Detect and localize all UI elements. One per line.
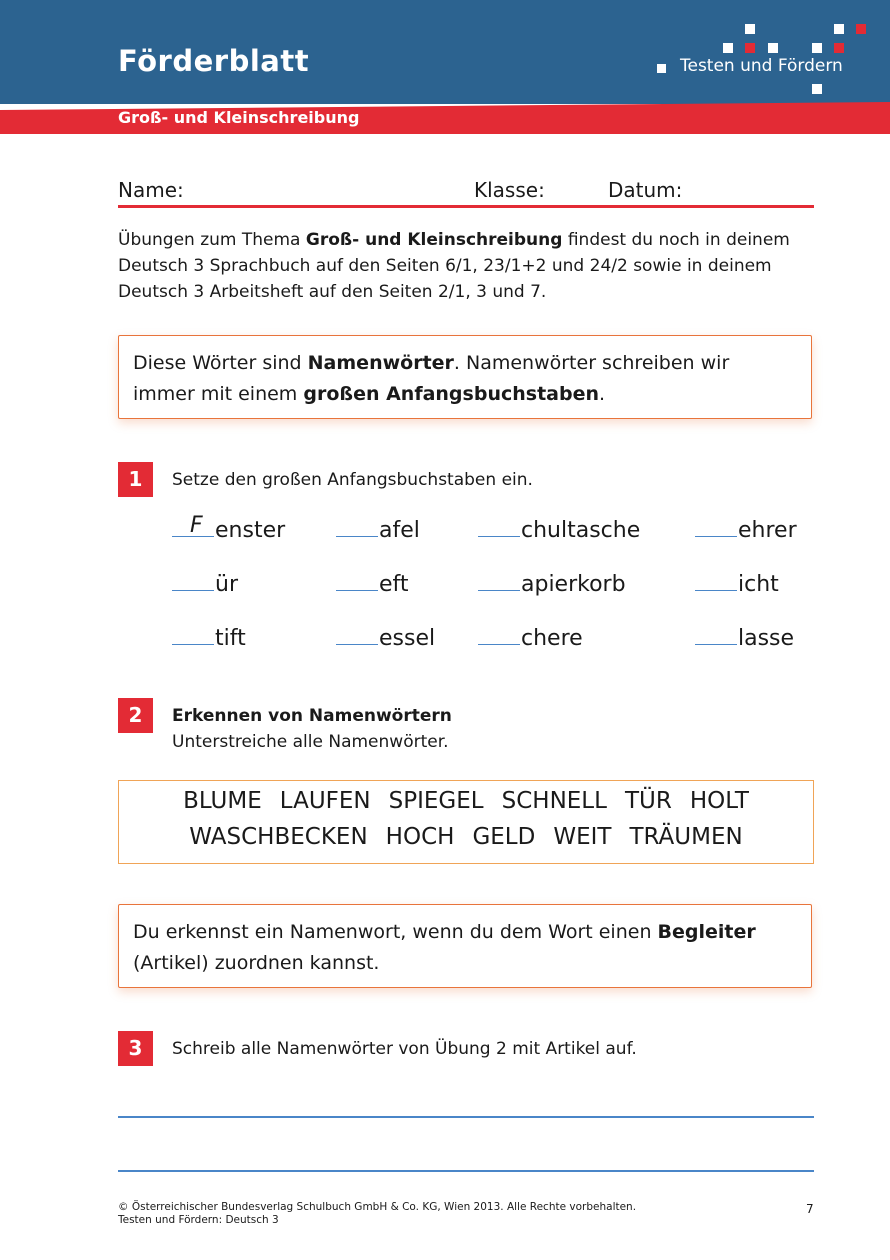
word-gap[interactable]: chere <box>478 626 583 651</box>
footer <box>118 1201 636 1227</box>
word-gap[interactable]: tift <box>172 626 246 651</box>
word-item[interactable]: TÜR <box>624 788 672 814</box>
logo-square-icon <box>768 43 778 53</box>
word-item[interactable]: BLUME <box>183 788 262 814</box>
word-item[interactable]: TRÄUMEN <box>629 824 743 850</box>
word-item[interactable]: GELD <box>472 824 536 850</box>
date-label: Datum: <box>608 178 683 202</box>
blank-field[interactable] <box>695 626 737 645</box>
page-number: 7 <box>806 1202 814 1216</box>
blank-field[interactable] <box>172 513 214 538</box>
exercise-3-number: 3 <box>118 1031 153 1066</box>
word-gap[interactable]: essel <box>336 626 435 651</box>
word-gap[interactable]: ehrer <box>695 518 797 543</box>
brand-bullet-icon <box>657 64 666 73</box>
word-list-row-2 <box>118 824 814 850</box>
blank-field[interactable] <box>336 518 378 537</box>
logo-square-icon <box>812 43 822 53</box>
writing-line[interactable] <box>118 1170 814 1172</box>
word-item[interactable]: LAUFEN <box>279 788 371 814</box>
example-letter: F <box>190 513 203 538</box>
word-item[interactable]: SCHNELL <box>501 788 607 814</box>
rule-box-article: Du erkennst ein Namenwort, wenn du dem Wort einen Begleiter (Artikel) zuordnen kannst. <box>118 904 812 988</box>
exercise-3-instruction: Schreib alle Namenwörter von Übung 2 mit Artikel auf. <box>172 1039 637 1059</box>
blank-field[interactable] <box>478 626 520 645</box>
exercise-1-number: 1 <box>118 462 153 497</box>
writing-line[interactable] <box>118 1116 814 1118</box>
series-text: Testen und Fördern: Deutsch 3 <box>118 1214 279 1226</box>
logo-square-icon <box>812 84 822 94</box>
intro-text: Übungen zum Thema Groß- und Kleinschreibung findest du noch in deinem Deutsch 3 Sprachbuch auf den Seiten 6/1, 23/1+2 und 24/2 sowie in deinem Deutsch 3 Arbeitsheft auf den Seiten 2/1, 3 und 7. <box>118 230 790 302</box>
class-label: Klasse: <box>474 178 545 202</box>
logo-square-icon <box>856 24 866 34</box>
exercise-2-title: Erkennen von Namenwörtern <box>172 706 452 726</box>
page-title: Förderblatt <box>118 44 310 78</box>
word-list-row-1 <box>118 788 814 814</box>
logo-square-icon <box>723 43 733 53</box>
blank-field[interactable] <box>478 572 520 591</box>
exercise-2-number: 2 <box>118 698 153 733</box>
word-gap[interactable]: eft <box>336 572 409 597</box>
word-gap[interactable]: icht <box>695 572 779 597</box>
word-item[interactable]: HOCH <box>385 824 455 850</box>
word-gap[interactable]: chultasche <box>478 518 640 543</box>
blank-field[interactable] <box>478 518 520 537</box>
logo-square-icon <box>834 24 844 34</box>
logo-square-icon <box>834 43 844 53</box>
exercise-2-instruction: Unterstreiche alle Namenwörter. <box>172 732 449 752</box>
word-item[interactable]: WASCHBECKEN <box>189 824 368 850</box>
rule-box-capitalization: Diese Wörter sind Namenwörter. Namenwörter schreiben wir immer mit einem großen Anfangsbuchstaben. <box>118 335 812 419</box>
word-gap[interactable]: afel <box>336 518 420 543</box>
word-item[interactable]: HOLT <box>689 788 749 814</box>
word-gap[interactable]: F enster <box>172 518 285 543</box>
blank-field[interactable] <box>336 572 378 591</box>
word-gap[interactable]: apierkorb <box>478 572 626 597</box>
logo-square-icon <box>745 43 755 53</box>
word-item[interactable]: SPIEGEL <box>388 788 484 814</box>
blank-field[interactable] <box>695 572 737 591</box>
copyright-text: © Österreichischer Bundesverlag Schulbuch GmbH & Co. KG, Wien 2013. Alle Rechte vorbehalten. <box>118 1201 637 1213</box>
blank-field[interactable] <box>172 572 214 591</box>
name-label: Name: <box>118 178 184 202</box>
word-gap[interactable]: lasse <box>695 626 794 651</box>
blank-field[interactable] <box>695 518 737 537</box>
blank-field[interactable] <box>172 626 214 645</box>
blank-field[interactable] <box>336 626 378 645</box>
logo-square-icon <box>745 24 755 34</box>
name-line[interactable] <box>118 205 814 208</box>
brand-name: Testen und Fördern <box>680 56 843 76</box>
page-subtitle: Groß- und Kleinschreibung <box>118 108 360 127</box>
word-item[interactable]: WEIT <box>553 824 612 850</box>
word-gap[interactable]: ür <box>172 572 238 597</box>
exercise-1-instruction: Setze den großen Anfangsbuchstaben ein. <box>172 470 533 490</box>
